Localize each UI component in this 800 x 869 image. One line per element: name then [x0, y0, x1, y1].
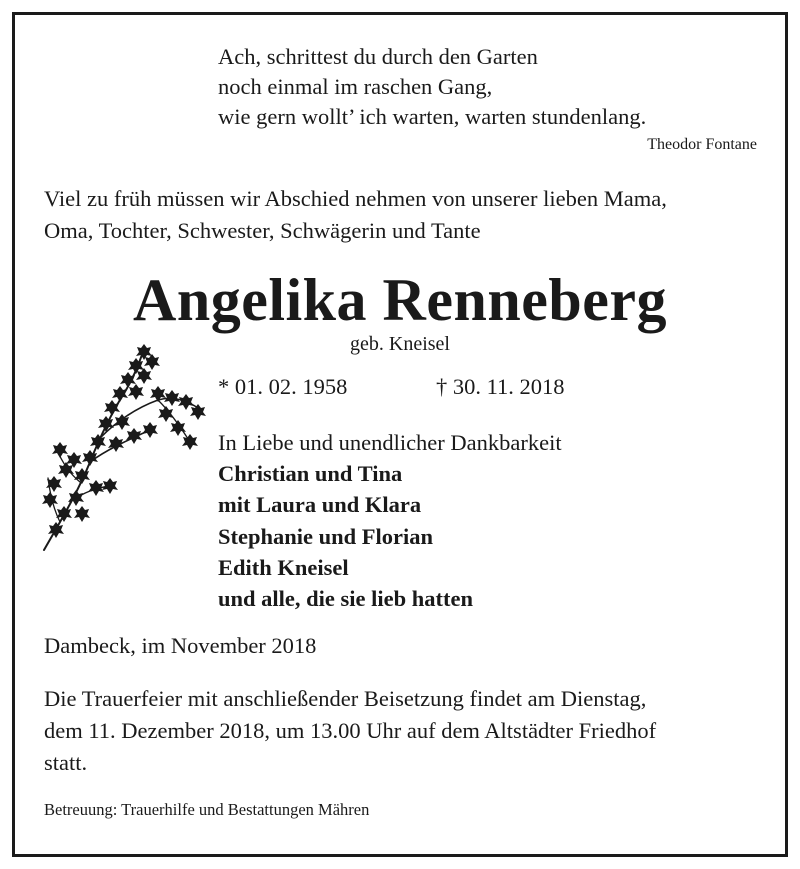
mourners-intro: In Liebe und unendlicher Dankbarkeit [218, 430, 562, 455]
place-date: Dambeck, im November 2018 [44, 633, 317, 658]
poem [218, 42, 646, 132]
funeral-info [44, 683, 756, 779]
mourner-name: Christian und Tina [218, 461, 403, 487]
poem-line: Ach, schrittest du durch den Garten [218, 44, 538, 69]
intro-line: Oma, Tochter, Schwester, Schwägerin und Tante [44, 218, 481, 243]
mourner-name: mit Laura und Klara [218, 492, 422, 518]
mourners [218, 427, 562, 614]
poem-line: noch einmal im raschen Gang, [218, 74, 493, 99]
maiden-name: geb. Kneisel [350, 333, 450, 355]
birth-date: * 01. 02. 1958 [218, 374, 348, 399]
mourner-name: und alle, die sie lieb hatten [218, 586, 474, 612]
deceased-name: Angelika Renneberg [133, 267, 667, 333]
mourner-name: Edith Kneisel [218, 554, 349, 580]
mourner-name: Stephanie und Florian [218, 523, 434, 549]
funeral-line: statt. [44, 750, 88, 775]
death-date: † 30. 11. 2018 [436, 374, 565, 399]
funeral-line: dem 11. Dezember 2018, um 13.00 Uhr auf dem Altstädter Friedhof [44, 718, 657, 743]
funeral-home: Betreuung: Trauerhilfe und Bestattungen Mähren [44, 800, 370, 819]
funeral-line: Die Trauerfeier mit anschließender Beisetzung findet am Dienstag, [44, 686, 647, 711]
poem-author: Theodor Fontane [647, 136, 757, 153]
intro-line: Viel zu früh müssen wir Abschied nehmen von unserer lieben Mama, [44, 186, 667, 211]
poem-line: wie gern wollt’ ich warten, warten stundenlang. [218, 104, 647, 129]
leaf-branch-icon [40, 342, 210, 557]
intro-text [44, 183, 764, 247]
life-dates [218, 374, 565, 400]
